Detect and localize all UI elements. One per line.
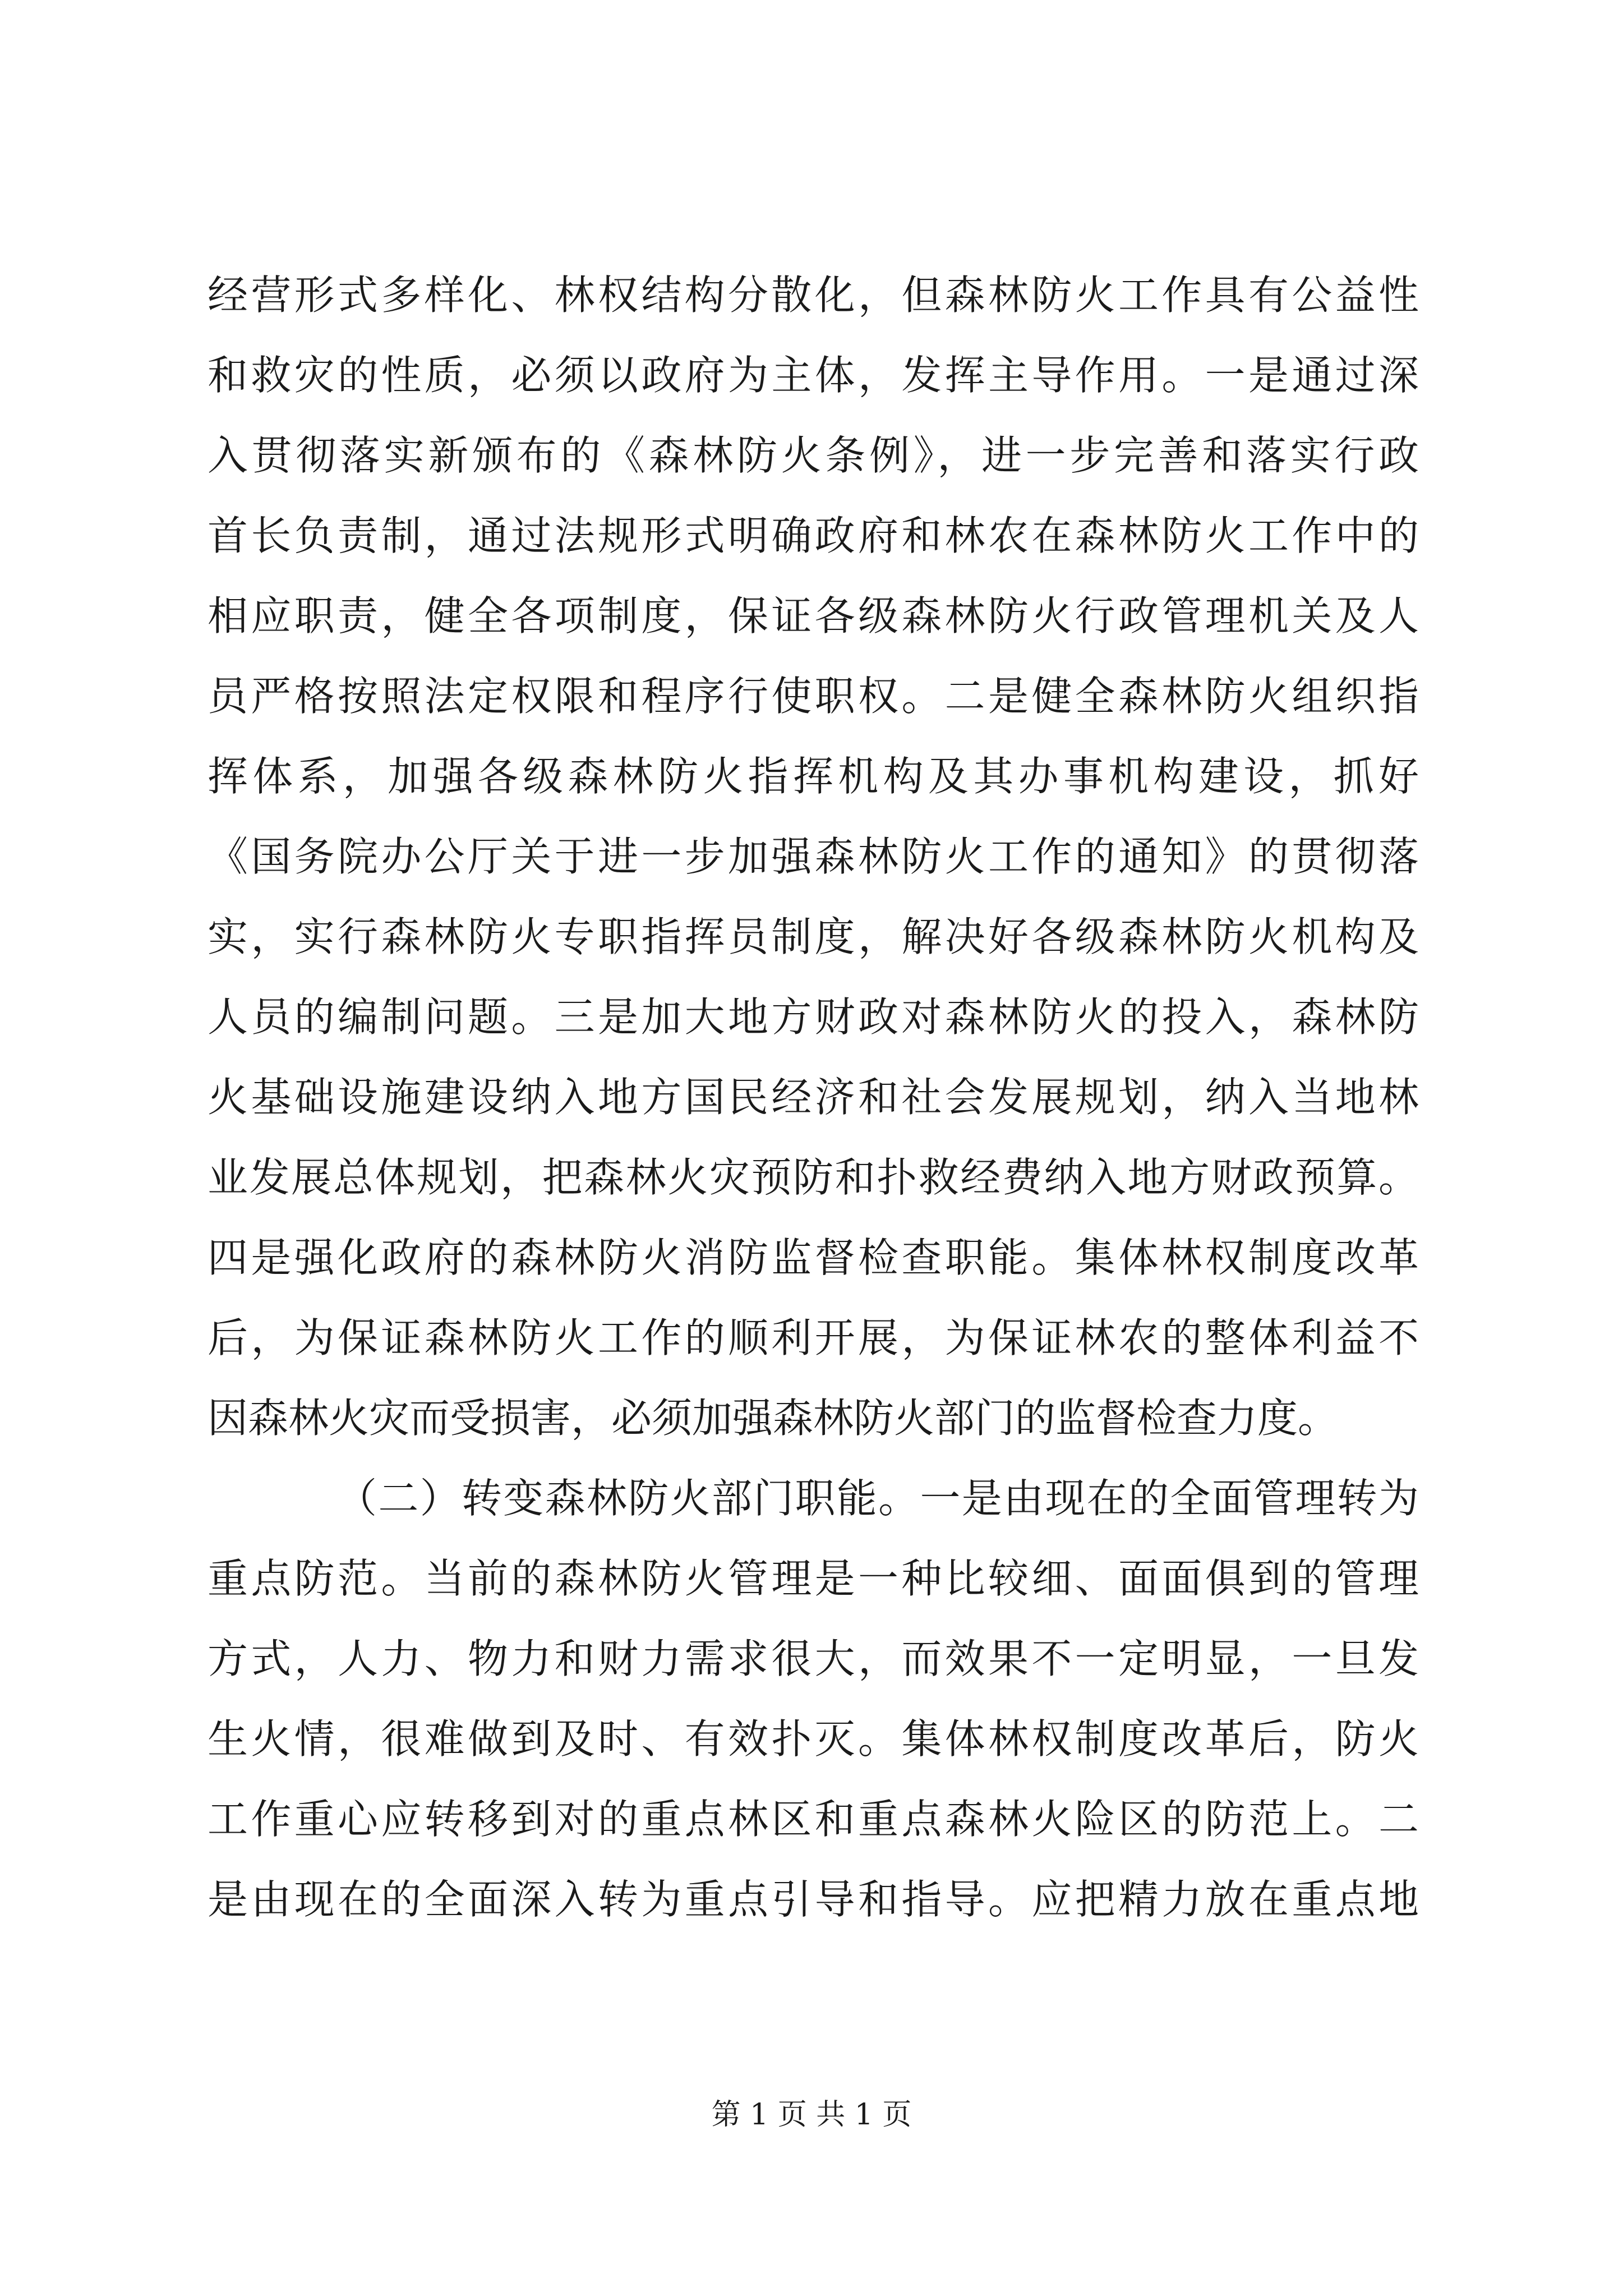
text-line-7: 挥体系，加强各级森林防火指挥机构及其办事机构建设，抓好 xyxy=(208,753,1419,800)
text-line-3: 入贯彻落实新颁布的《森林防火条例》，进一步完善和落实行政 xyxy=(208,432,1419,479)
text-line-13: 四是强化政府的森林防火消防监督检查职能。集体林权制度改革 xyxy=(208,1234,1419,1281)
text-line-11: 火基础设施建设纳入地方国民经济和社会发展规划，纳入当地林 xyxy=(208,1074,1419,1121)
text-line-2: 和救灾的性质，必须以政府为主体，发挥主导作用。一是通过深 xyxy=(208,352,1419,399)
text-line-1: 经营形式多样化、林权结构分散化，但森林防火工作具有公益性 xyxy=(208,272,1419,319)
body-text xyxy=(208,255,1419,1940)
text-line-14: 后，为保证森林防火工作的顺利开展，为保证林农的整体利益不 xyxy=(208,1314,1419,1361)
text-line-15: 因森林火灾而受损害，必须加强森林防火部门的监督检查力度。 xyxy=(208,1395,1339,1442)
text-line-8: 《国务院办公厅关于进一步加强森林防火工作的通知》的贯彻落 xyxy=(208,833,1419,880)
text-line-18: 方式，人力、物力和财力需求很大，而效果不一定明显，一旦发 xyxy=(208,1635,1419,1682)
text-line-6: 员严格按照法定权限和程序行使职权。二是健全森林防火组织指 xyxy=(208,673,1419,720)
text-line-5: 相应职责，健全各项制度，保证各级森林防火行政管理机关及人 xyxy=(208,592,1419,639)
page-footer: 第 1 页 共 1 页 xyxy=(711,2098,912,2132)
text-line-16: （二）转变森林防火部门职能。一是由现在的全面管理转为 xyxy=(336,1475,1419,1522)
text-line-4: 首长负责制，通过法规形式明确政府和林农在森林防火工作中的 xyxy=(208,512,1419,559)
text-line-10: 人员的编制问题。三是加大地方财政对森林防火的投入，森林防 xyxy=(208,993,1419,1041)
text-line-12: 业发展总体规划，把森林火灾预防和扑救经费纳入地方财政预算。 xyxy=(208,1154,1419,1201)
text-line-20: 工作重心应转移到对的重点林区和重点森林火险区的防范上。二 xyxy=(208,1796,1419,1843)
text-line-19: 生火情，很难做到及时、有效扑灭。集体林权制度改革后，防火 xyxy=(208,1715,1419,1763)
text-line-21: 是由现在的全面深入转为重点引导和指导。应把精力放在重点地 xyxy=(208,1876,1419,1923)
text-line-9: 实，实行森林防火专职指挥员制度，解决好各级森林防火机构及 xyxy=(208,913,1419,960)
text-line-17: 重点防范。当前的森林防火管理是一种比较细、面面俱到的管理 xyxy=(208,1555,1419,1602)
